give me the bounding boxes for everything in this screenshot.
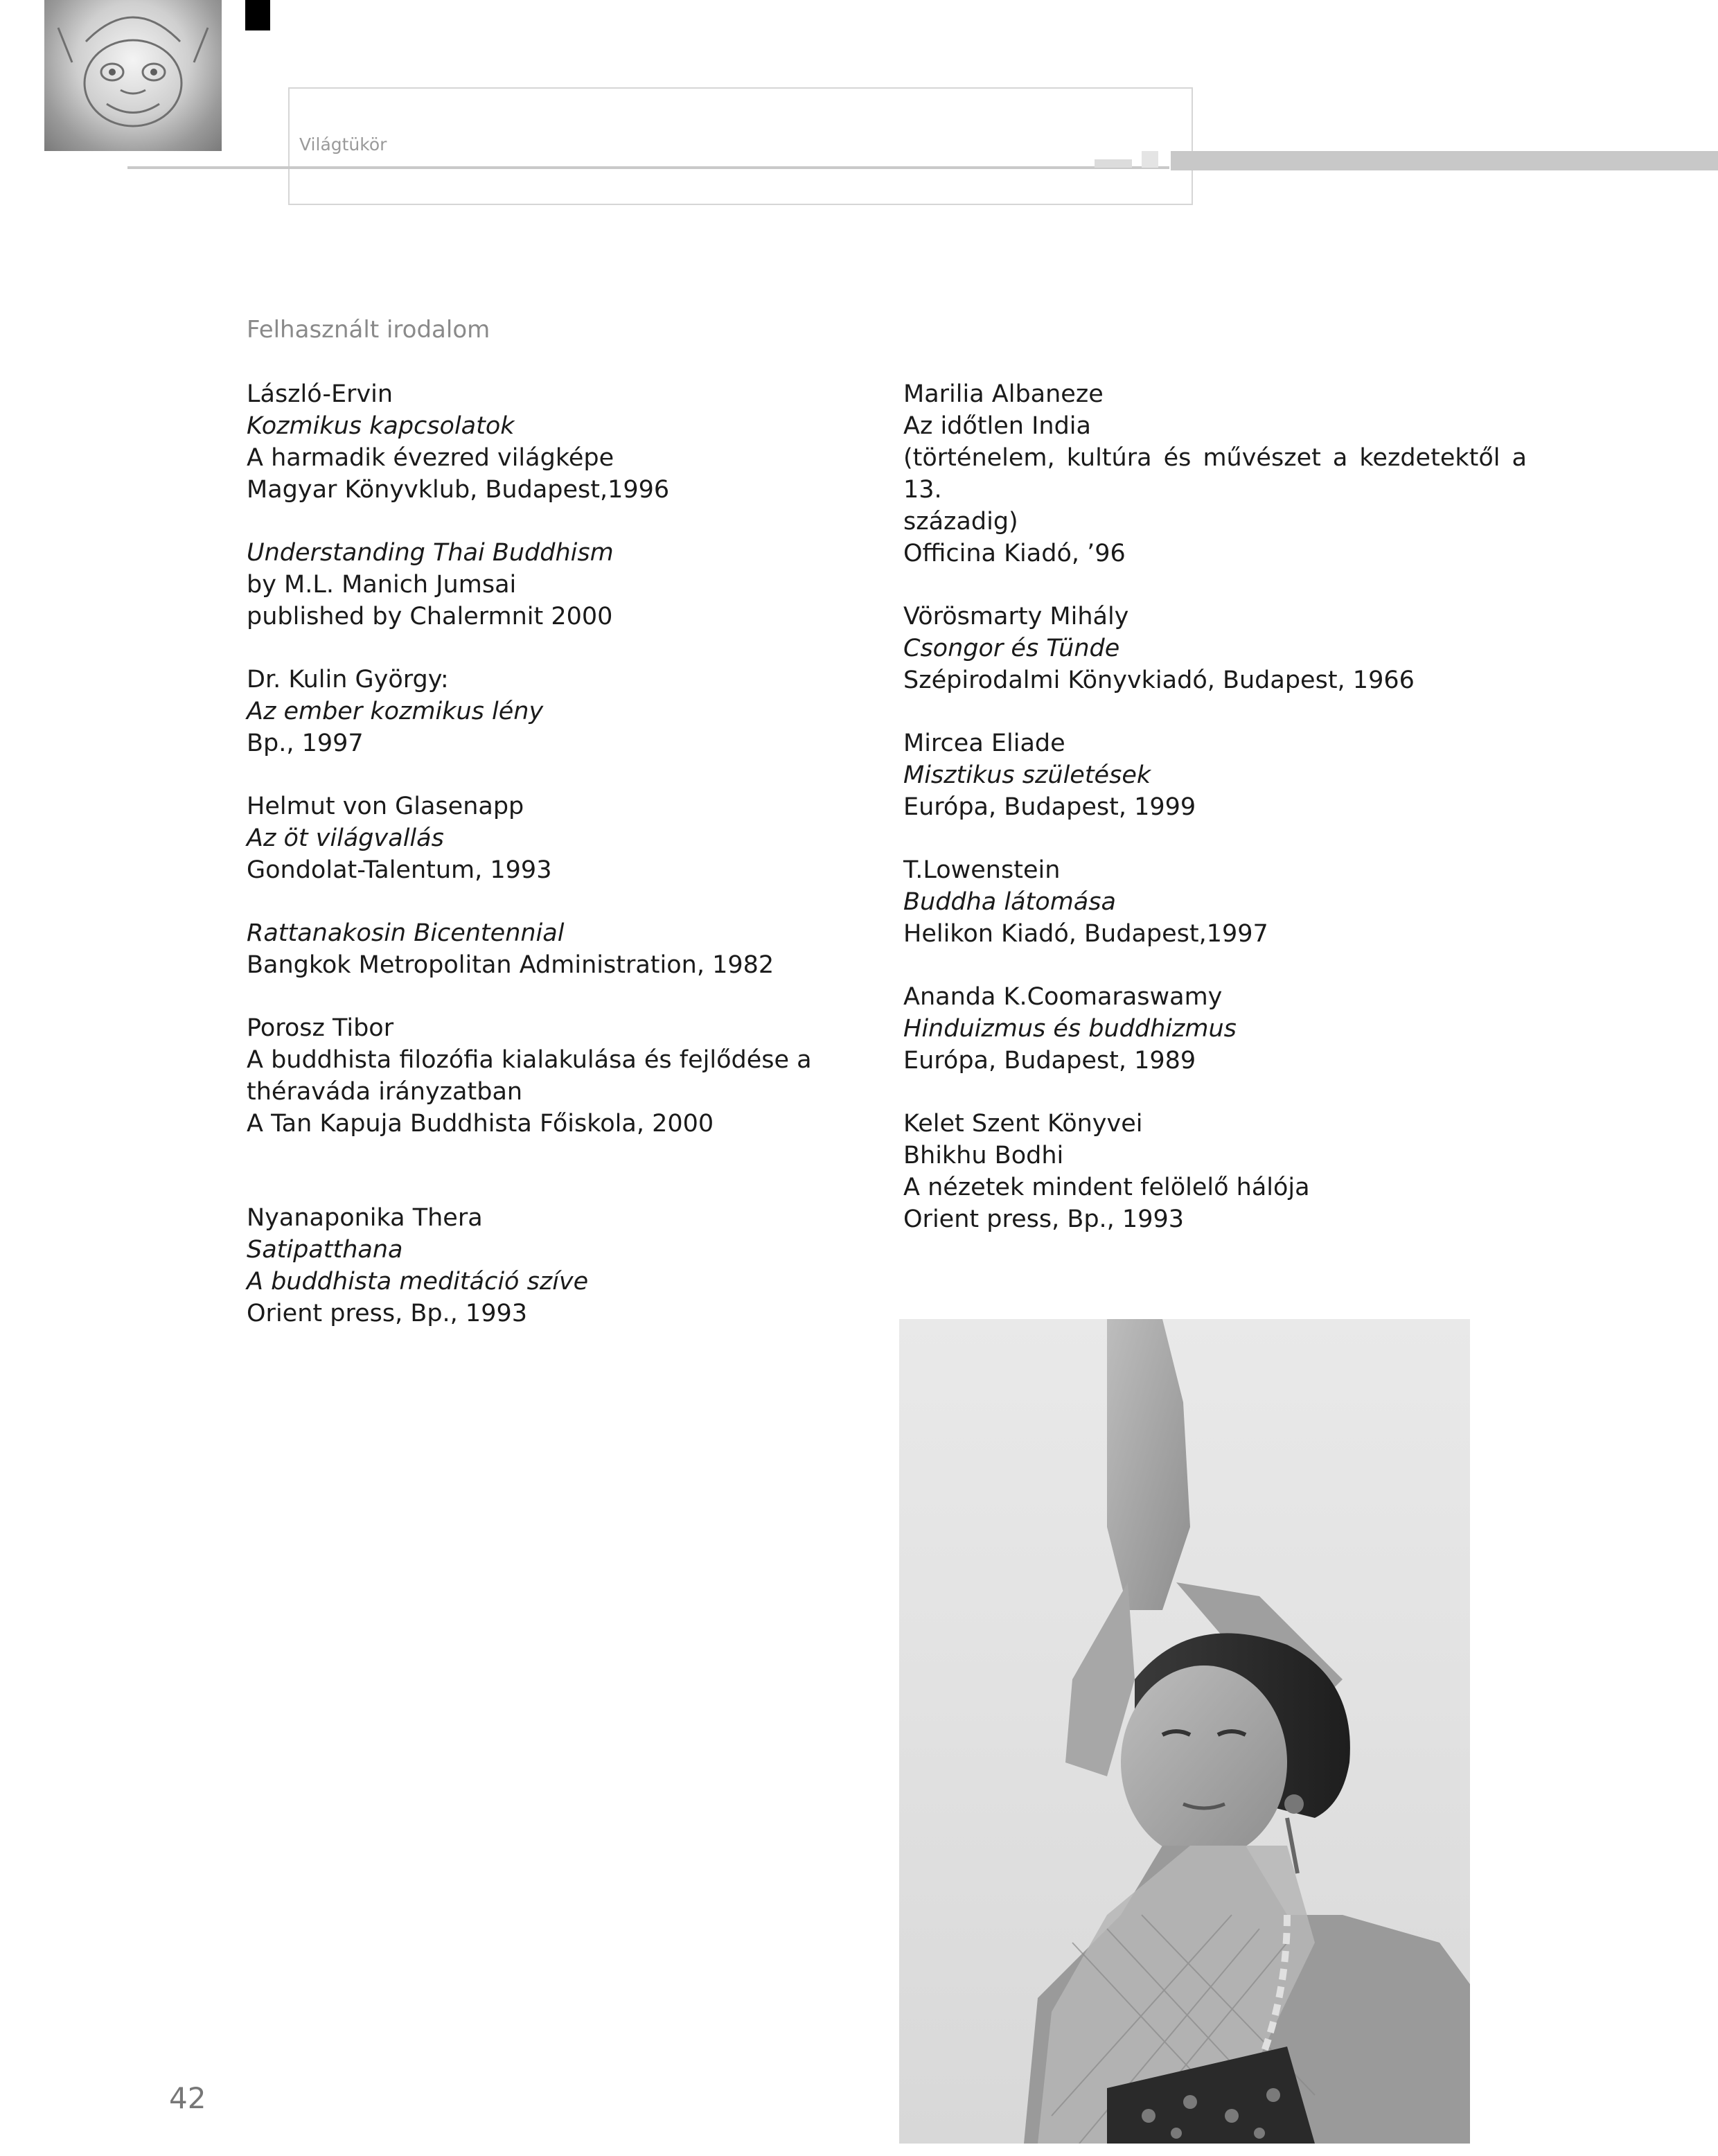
reference-line: Kelet Szent Könyvei: [903, 1110, 1143, 1138]
bibliography-column-right: [903, 378, 1527, 1266]
header-deco-bar: [1171, 151, 1718, 170]
reference-title: Az ember kozmikus lény: [247, 698, 544, 725]
reference-title: A buddhista meditáció szíve: [247, 1268, 589, 1296]
reference-line: Dr. Kulin György:: [247, 666, 449, 693]
header-deco-bar: [1095, 159, 1132, 168]
reference-title: Csongor és Tünde: [903, 635, 1120, 662]
reference-title: Buddha látomása: [903, 888, 1116, 916]
reference-line: Orient press, Bp., 1993: [903, 1205, 1184, 1233]
reference-entry: [247, 1202, 870, 1329]
reference-line: A Tan Kapuja Buddhista Főiskola, 2000: [247, 1110, 714, 1138]
reference-line: Bp., 1997: [247, 730, 364, 757]
reference-line: Porosz Tibor: [247, 1014, 394, 1042]
header-ornament-image: [44, 0, 222, 151]
reference-line: Európa, Budapest, 1989: [903, 1047, 1196, 1075]
reference-line: László-Ervin: [247, 380, 393, 408]
reference-line: Orient press, Bp., 1993: [247, 1300, 527, 1327]
header-black-marker: [245, 0, 270, 30]
header-frame: [288, 87, 1193, 205]
reference-entry: [247, 664, 870, 759]
reference-entry: [247, 790, 870, 886]
reference-line: T.Lowenstein: [903, 856, 1061, 884]
reference-entry: [247, 917, 870, 981]
reference-title: Az öt világvallás: [247, 824, 444, 852]
reference-line: A nézetek mindent felölelő hálója: [903, 1174, 1310, 1201]
reference-line: A buddhista filozófia kialakulása és fejlődése a théraváda irányzatban: [247, 1046, 812, 1106]
reference-line: Gondolat-Talentum, 1993: [247, 856, 552, 884]
reference-line: Bhikhu Bodhi: [903, 1142, 1064, 1169]
reference-line: Vörösmarty Mihály: [903, 603, 1129, 630]
reference-entry: [247, 378, 870, 506]
reference-line: (történelem, kultúra és művészet a kezdetektől a 13.: [903, 444, 1527, 504]
reference-title: Kozmikus kapcsolatok: [247, 412, 515, 440]
reference-line: Magyar Könyvklub, Budapest,1996: [247, 476, 670, 504]
reference-line: A harmadik évezred világképe: [247, 444, 614, 472]
reference-entry: [903, 1108, 1527, 1235]
dancer-photo: [899, 1319, 1470, 2144]
reference-entry: [903, 601, 1527, 696]
reference-entry: [903, 378, 1527, 569]
reference-entry: [903, 981, 1527, 1077]
page-number: 42: [169, 2081, 206, 2115]
reference-line: Mircea Eliade: [903, 730, 1065, 757]
header-rule: [127, 166, 1169, 169]
reference-title: Hinduizmus és buddhizmus: [903, 1015, 1237, 1043]
reference-entry: [903, 727, 1527, 823]
reference-line: Európa, Budapest, 1999: [903, 793, 1196, 821]
reference-title: Rattanakosin Bicentennial: [247, 919, 565, 947]
bibliography-column-left: [247, 378, 870, 1361]
bibliography-title: Felhasznált irodalom: [247, 316, 490, 344]
reference-line: Nyanaponika Thera: [247, 1204, 483, 1232]
reference-line: Helikon Kiadó, Budapest,1997: [903, 920, 1268, 948]
section-label: Világtükör: [299, 134, 387, 154]
reference-line: Officina Kiadó, ’96: [903, 540, 1126, 567]
reference-line: Az időtlen India: [903, 412, 1091, 440]
reference-entry: [247, 537, 870, 633]
reference-line: Helmut von Glasenapp: [247, 793, 524, 820]
reference-entry: [247, 1012, 870, 1140]
reference-line: Szépirodalmi Könyvkiadó, Budapest, 1966: [903, 666, 1415, 694]
reference-title: Satipatthana: [247, 1236, 403, 1264]
reference-title: Understanding Thai Buddhism: [247, 539, 614, 567]
reference-line: by M.L. Manich Jumsai: [247, 571, 517, 599]
reference-entry: [903, 854, 1527, 950]
reference-title: Misztikus születések: [903, 761, 1151, 789]
reference-line: Ananda K.Coomaraswamy: [903, 983, 1223, 1011]
header-deco-bar: [1142, 151, 1158, 168]
reference-line: published by Chalermnit 2000: [247, 603, 613, 630]
reference-line: Marilia Albaneze: [903, 380, 1104, 408]
reference-line: Bangkok Metropolitan Administration, 1982: [247, 951, 774, 979]
reference-line: századig): [903, 508, 1018, 536]
